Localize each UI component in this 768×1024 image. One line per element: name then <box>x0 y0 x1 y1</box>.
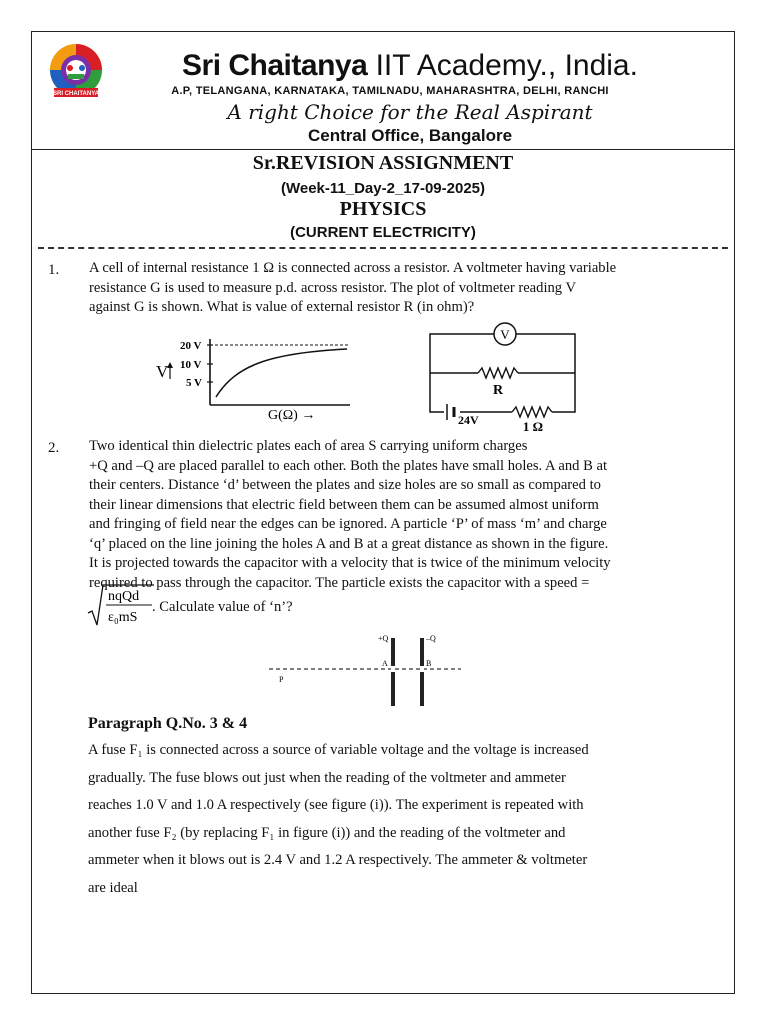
logo-text: SRI CHAITANYA <box>52 91 100 97</box>
paragraph-line: another fuse F₂ (by replacing F₁ in figure (i)) and the reading of the voltmeter and <box>88 824 566 841</box>
formula-denominator: ε₀mS <box>108 610 138 625</box>
battery-label: 24V <box>458 413 479 427</box>
paragraph-line: A fuse F₁ is connected across a source of variable voltage and the voltage is increased <box>88 742 589 758</box>
tick-5v: 5 V <box>186 377 202 389</box>
graph-y-label: V <box>156 362 169 381</box>
question-2-line: and fringing of field near the edges can be ignored. A particle ‘P’ of mass ‘m’ and charge <box>89 516 607 532</box>
minus-q-label: –Q <box>426 634 436 643</box>
voltage-graph <box>150 335 360 425</box>
paragraph-line: reaches 1.0 V and 1.0 A respectively (see figure (i)). The experiment is repeated with <box>88 797 584 813</box>
paragraph-line: gradually. The fuse blows out just when the reading of the voltmeter and ammeter <box>88 769 566 786</box>
brand-name: Sri Chaitanya <box>182 49 368 82</box>
particle-p-label: P <box>279 675 284 684</box>
topic-title: (CURRENT ELECTRICITY) <box>290 224 476 241</box>
central-office: Central Office, Bangalore <box>307 126 513 145</box>
brand-suffix: IIT Academy., India. <box>367 49 638 82</box>
paragraph-line: ammeter when it blows out is 2.4 V and 1.2 A respectively. The ammeter & voltmeter <box>88 852 588 868</box>
speed-formula-radical <box>86 583 156 629</box>
resistor-r-label: R <box>492 383 504 398</box>
section-divider <box>38 247 728 249</box>
hole-a-label: A <box>382 659 388 668</box>
paragraph-line: are ideal <box>88 879 138 896</box>
question-1-line: against G is shown. What is value of external resistor R (in ohm)? <box>89 299 475 315</box>
question-2-line: +Q and –Q are placed parallel to each other. Both the plates have small holes. A and B at <box>89 457 608 474</box>
assignment-week: (Week-11_Day-2_17-09-2025) <box>280 180 486 197</box>
formula-tail: . Calculate value of ‘n’? <box>152 599 293 615</box>
voltage-curve <box>216 349 347 397</box>
hole-b-label: B <box>426 659 432 668</box>
formula-numerator: nqQd <box>108 589 140 604</box>
assignment-title: Sr.REVISION ASSIGNMENT <box>252 152 514 174</box>
header-divider <box>31 149 735 150</box>
tagline: A right Choice for the Real Aspirant <box>227 100 593 124</box>
question-1-line: A cell of internal resistance 1 Ω is connected across a resistor. A voltmeter having variable <box>89 260 617 276</box>
question-2-line: their centers. Distance ‘d’ between the plates and size holes are so small as compared to <box>89 477 601 493</box>
question-2-line: ‘q’ placed on the line joining the holes A and B at a great distance as shown in the figure. <box>89 535 609 552</box>
question-2-line: their linear dimensions that electric field between them can be assumed almost uniform <box>89 496 599 513</box>
tick-20v: 20 V <box>180 340 202 352</box>
subject-title: PHYSICS <box>339 198 427 220</box>
question-2-number: 2. <box>48 440 60 456</box>
tick-10v: 10 V <box>180 359 202 371</box>
question-2-line: required to pass through the capacitor. The particle exists the capacitor with a speed = <box>89 574 590 591</box>
academy-title <box>110 48 710 89</box>
states-list: A.P, TELANGANA, KARNATAKA, TAMILNADU, MAHARASHTRA, DELHI, RANCHI <box>171 85 609 97</box>
circuit-diagram <box>420 318 585 433</box>
graph-x-label: G(Ω) → <box>268 408 316 423</box>
question-2-text <box>89 437 729 593</box>
academy-logo <box>44 42 108 102</box>
capacitor-plates-figure <box>265 630 465 710</box>
question-2-line: It is projected towards the capacitor with a velocity that is twice of the minimum velocity <box>89 555 611 571</box>
paragraph-text <box>88 737 728 902</box>
question-2-line: Two identical thin dielectric plates each of area S carrying uniform charges <box>89 438 528 454</box>
question-1-line: resistance G is used to measure p.d. across resistor. The plot of voltmeter reading V <box>89 279 577 296</box>
paragraph-heading: Paragraph Q.No. 3 & 4 <box>88 715 248 732</box>
question-1-text <box>89 259 729 318</box>
plus-q-label: +Q <box>378 634 389 643</box>
question-1-number: 1. <box>48 262 60 278</box>
internal-resistor-label: 1 Ω <box>522 419 544 433</box>
voltmeter-label: V <box>500 327 510 342</box>
